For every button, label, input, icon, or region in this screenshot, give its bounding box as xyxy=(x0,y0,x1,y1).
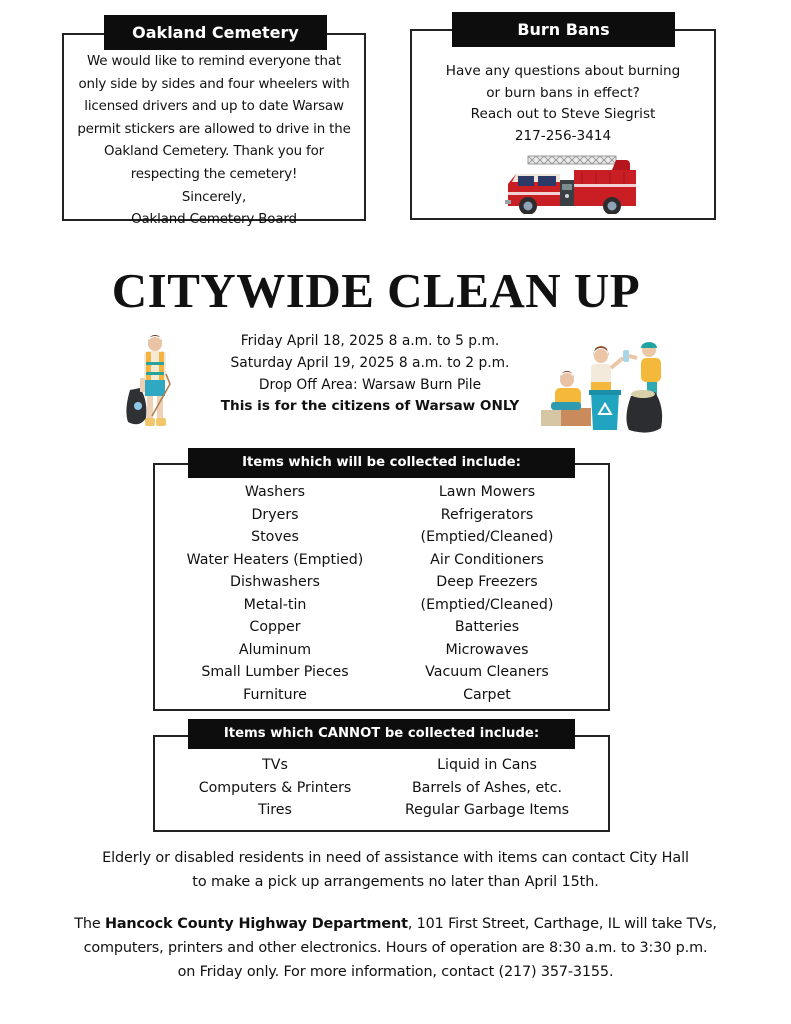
oakland-line: respecting the cemetery! xyxy=(130,166,298,182)
not-collected-right-column xyxy=(397,754,577,822)
burn-bans-phone: 217-256-3414 xyxy=(514,127,612,144)
oakland-notice-body xyxy=(64,51,364,232)
not-collected-items-heading: Items which CANNOT be collected include: xyxy=(188,719,575,749)
oakland-line: only side by sides and four wheelers with xyxy=(78,76,350,92)
volunteer-with-trash-bag-icon xyxy=(122,334,184,434)
hancock-address: , 101 First Street, Carthage, IL will take TVs, xyxy=(407,916,717,932)
list-item: Water Heaters (Emptied) xyxy=(186,551,364,568)
list-item: Carpet xyxy=(463,686,511,703)
collected-items-box xyxy=(153,463,610,711)
event-details xyxy=(195,331,545,418)
residents-only-notice: This is for the citizens of Warsaw ONLY xyxy=(220,398,520,415)
list-item: Barrels of Ashes, etc. xyxy=(411,779,563,796)
list-item: Microwaves xyxy=(445,641,529,658)
kids-recycling-icon xyxy=(537,338,689,434)
oakland-line: licensed drivers and up to date Warsaw xyxy=(84,99,344,115)
list-item: Metal-tin xyxy=(243,596,307,613)
burn-bans-line: or burn bans in effect? xyxy=(486,84,640,101)
hancock-department-name: Hancock County Highway Department xyxy=(104,916,408,932)
ladder xyxy=(528,156,616,164)
oakland-cemetery-notice xyxy=(62,33,366,228)
list-item: Tires xyxy=(258,802,292,818)
list-item: Dishwashers xyxy=(230,574,320,590)
page-title: CITYWIDE CLEAN UP xyxy=(111,263,641,318)
list-item: Stoves xyxy=(251,529,299,545)
elderly-line-2: to make a pick up arrangements no later than April 15th. xyxy=(192,874,599,890)
list-item: Batteries xyxy=(454,619,520,635)
list-item: Regular Garbage Items xyxy=(404,802,570,818)
list-item: Dryers xyxy=(251,506,299,523)
burn-bans-notice xyxy=(410,29,716,220)
oakland-line: Sincerely, xyxy=(181,189,247,205)
list-item: Furniture xyxy=(243,686,307,703)
elderly-line-1: Elderly or disabled residents in need of assistance with items can contact City Hall xyxy=(102,850,689,866)
hancock-line-1 xyxy=(10,912,781,936)
oakland-line: Oakland Cemetery Board xyxy=(131,212,297,228)
burn-bans-heading: Burn Bans xyxy=(452,12,675,47)
list-item: (Emptied/Cleaned) xyxy=(420,596,554,613)
list-item: Vacuum Cleaners xyxy=(425,664,549,680)
collected-items-list xyxy=(155,481,608,706)
collected-items-right-column xyxy=(397,481,577,706)
hancock-line-3: on Friday only. For more information, contact (217) 357-3155. xyxy=(177,964,614,980)
list-item: Refrigerators xyxy=(440,506,534,523)
list-item: Deep Freezers xyxy=(436,574,538,590)
list-item: Washers xyxy=(244,484,306,500)
list-item: Lawn Mowers xyxy=(438,484,536,500)
list-item: Small Lumber Pieces xyxy=(201,664,349,680)
oakland-line: permit stickers are allowed to drive in the xyxy=(77,121,351,137)
list-item: (Emptied/Cleaned) xyxy=(420,529,554,545)
elderly-assistance-note xyxy=(20,846,771,894)
list-item: Copper xyxy=(249,619,301,635)
oakland-line: We would like to remind everyone that xyxy=(86,54,342,69)
list-item: Air Conditioners xyxy=(430,551,544,568)
electronics-dropoff-note xyxy=(10,912,781,984)
collected-items-heading: Items which will be collected include: xyxy=(188,448,575,478)
fire-truck-icon xyxy=(504,154,644,214)
oakland-line: Oakland Cemetery. Thank you for xyxy=(103,144,325,160)
not-collected-items-box xyxy=(153,735,610,832)
list-item: Aluminum xyxy=(238,641,312,658)
not-collected-items-list xyxy=(155,754,608,822)
burn-bans-line: Have any questions about burning xyxy=(445,63,681,79)
saturday-hours: Saturday April 19, 2025 8 a.m. to 2 p.m. xyxy=(230,354,510,371)
hancock-prefix: The xyxy=(74,916,105,932)
collected-items-left-column xyxy=(155,481,395,706)
oakland-cemetery-heading: Oakland Cemetery xyxy=(104,15,327,50)
list-item: TVs xyxy=(262,757,288,773)
list-item: Liquid in Cans xyxy=(437,757,537,773)
burn-bans-body xyxy=(412,61,714,147)
not-collected-left-column xyxy=(155,754,395,822)
drop-off-area: Drop Off Area: Warsaw Burn Pile xyxy=(258,376,482,393)
friday-hours: Friday April 18, 2025 8 a.m. to 5 p.m. xyxy=(240,333,500,349)
hancock-line-2: computers, printers and other electronics. Hours of operation are 8:30 a.m. to 3:30 p.m. xyxy=(83,940,708,956)
burn-bans-line: Reach out to Steve Siegrist xyxy=(470,106,656,122)
list-item: Computers & Printers xyxy=(198,779,352,796)
